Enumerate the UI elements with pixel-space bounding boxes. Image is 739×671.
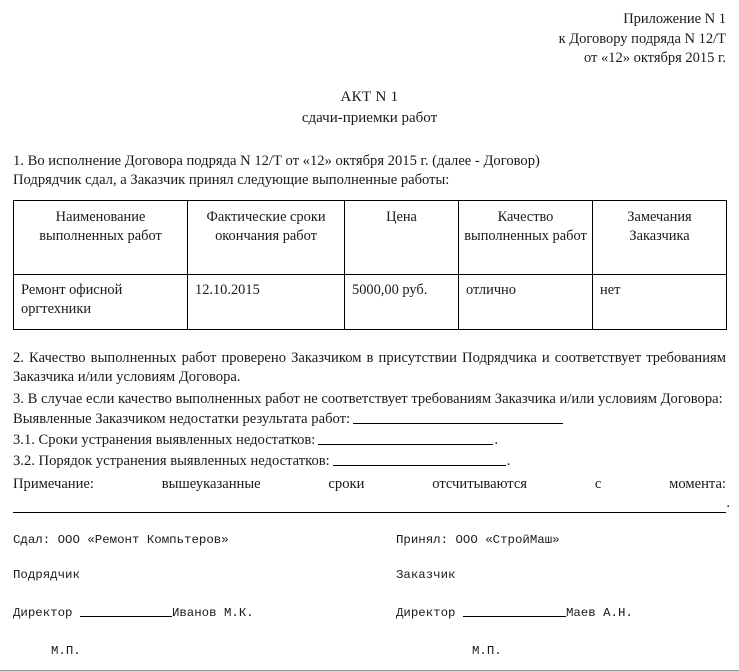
note-period: .	[726, 495, 730, 512]
cell-work-price: 5000,00 руб.	[345, 274, 459, 329]
header-line-appendix: Приложение N 1	[623, 11, 726, 27]
page-subtitle: сдачи-приемки работ	[301, 109, 438, 126]
signature-row-roles	[13, 567, 726, 583]
clause-3-2-line	[13, 451, 726, 472]
cell-work-remarks: нет	[593, 274, 727, 329]
handed-over-party: Сдал: ООО «Ремонт Компьтеров»	[13, 533, 229, 548]
contractor-signature-cell	[13, 605, 396, 621]
accepted-by-party: Принял: ООО «СтройМаш»	[396, 533, 560, 548]
signature-block	[13, 532, 726, 659]
customer-signature-line[interactable]	[463, 605, 566, 617]
customer-seal-label: М.П.	[472, 644, 502, 659]
column-header-date: Фактические сроки окончания работ	[188, 200, 345, 274]
customer-signature-cell	[396, 605, 726, 621]
clause-3: 3. В случае если качество выполненных работ не соответствует требованиям Заказчика и/или условиям Договора:	[13, 390, 723, 407]
page-title: АКТ N 1	[340, 88, 399, 105]
header-line-contract: к Договору подряда N 12/Т	[558, 30, 726, 47]
cell-work-date: 12.10.2015	[188, 274, 345, 329]
customer-name: Маев А.Н.	[565, 606, 633, 621]
column-header-price: Цена	[345, 200, 459, 274]
clause-3-1-period: .	[494, 432, 498, 449]
customer-role-label: Заказчик	[396, 568, 456, 583]
clause-3-2-label: 3.2. Порядок устранения выявленных недостатков:	[13, 453, 330, 470]
clause-3-2-blank-field[interactable]	[333, 452, 506, 466]
cell-work-name: Ремонт офисной оргтехники	[14, 274, 188, 329]
note-blank-field[interactable]	[13, 500, 726, 513]
header-line-date: от «12» октября 2015 г.	[583, 50, 726, 66]
clause-1-line-1: 1. Во исполнение Договора подряда N 12/Т от «12» октября 2015 г. (далее - Договор)	[13, 152, 540, 169]
column-header-remarks: Замечания Заказчика	[593, 200, 727, 274]
contractor-signature-line[interactable]	[80, 605, 172, 617]
signature-row-seals	[13, 643, 726, 659]
note-block	[13, 475, 730, 513]
contractor-role-label: Подрядчик	[13, 568, 80, 583]
signature-row-companies	[13, 532, 726, 548]
clause-1-line-2: Подрядчик сдал, а Заказчик принял следующие выполненные работы:	[13, 172, 450, 189]
defects-blank-field[interactable]	[353, 410, 563, 424]
clause-3-1-label: 3.1. Сроки устранения выявленных недостатков:	[13, 432, 316, 449]
clause-1	[13, 152, 726, 191]
clause-3-2-period: .	[506, 453, 511, 470]
customer-position-label: Директор	[396, 606, 456, 621]
signature-row-directors	[13, 605, 726, 621]
works-table	[13, 200, 727, 330]
document-reference-header	[13, 10, 726, 69]
contractor-seal-label: М.П.	[51, 644, 81, 659]
column-header-quality: Качество выполненных работ	[459, 200, 593, 274]
table-header-row	[14, 200, 727, 274]
note-label: Примечание: вышеуказанные сроки отсчитываются с момента:	[13, 476, 726, 493]
contractor-name: Иванов М.К.	[171, 606, 254, 621]
cell-work-quality: отлично	[459, 274, 593, 329]
table-row	[14, 274, 727, 329]
defects-label: Выявленные Заказчиком недостатки результата работ:	[13, 411, 351, 428]
clause-3-1-line	[13, 430, 726, 451]
clause-3-1-blank-field[interactable]	[318, 431, 493, 445]
contractor-position-label: Директор	[13, 606, 73, 621]
document-title-block	[13, 87, 726, 129]
column-header-name: Наименование выполненных работ	[14, 200, 188, 274]
defects-line	[13, 409, 726, 430]
clause-2: 2. Качество выполненных работ проверено Заказчиком в присутствии Подрядчика и соответствует требованиям Заказчика и/или условиям Договора.	[13, 349, 726, 386]
